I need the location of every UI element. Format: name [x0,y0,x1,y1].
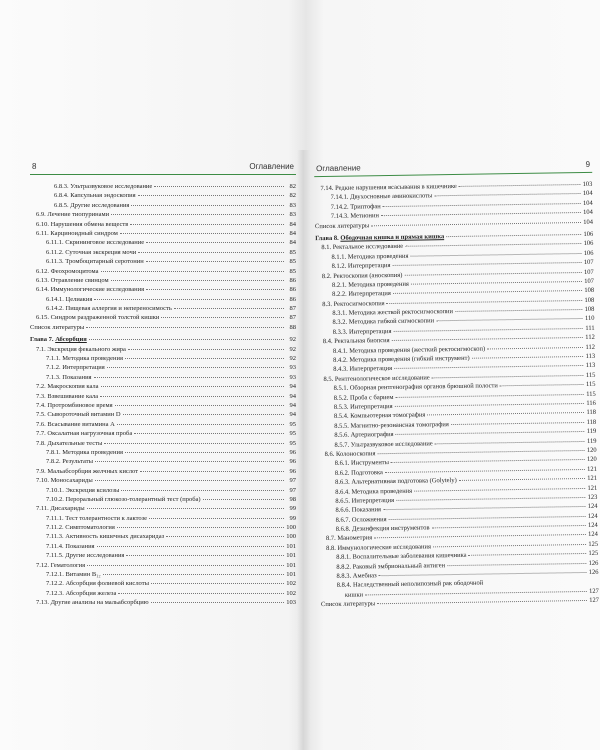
left-running-head [30,160,296,174]
dot-leader [94,372,284,378]
toc-entry-title: 7.11.3. Активность кишечных дисахаридаз [46,533,165,541]
toc-page-number: 116 [586,399,596,407]
toc-entry-title: 7.8. Дыхательные тесты [36,439,103,447]
toc-entry-title: 7.9. Мальабсорбция желчных кислот [36,467,139,475]
toc-page-number: 85 [289,267,296,275]
toc-page-number: 106 [583,249,594,257]
toc-page-number: 86 [289,286,296,294]
right-running-title: Оглавление [316,163,361,174]
dot-leader [447,558,586,566]
toc-page-number: 96 [289,458,296,466]
dot-leader [436,313,583,321]
dot-leader [151,578,284,584]
toc-page-number: 121 [587,465,597,473]
toc-page-number: 95 [289,420,296,428]
toc-entry-title: 7.11.5. Другие исследования [46,552,125,560]
dot-leader [161,312,284,318]
toc-entry-title: 7.14. Редкие нарушения всасывания в кишечнике [320,182,457,193]
toc-page-number: 104 [582,199,593,207]
toc-entry-title: 7.8.1. Методика проведения [46,448,123,456]
header-rule [30,174,296,175]
toc-entry-title: 7.2. Макроскопия кала [36,383,99,391]
dot-leader [126,550,284,556]
toc-entry-title: 7.12.1. Витамин B₁₂ [46,571,101,579]
toc-chapter-title [30,335,87,344]
toc-page-number: 101 [286,552,296,560]
toc-page-number: 115 [585,380,596,389]
toc-entry-title: 8.1. Ректальное исследование [321,243,404,252]
toc-page-number: 102 [286,589,296,597]
toc-page-number: 94 [289,411,296,419]
toc-entry-title: 7.7. Оксалатная нагрузочная проба [36,430,133,438]
toc-entry-title: 7.11.2. Симптоматология [46,524,115,532]
right-page [314,158,599,610]
toc-page-number: 104 [582,190,593,198]
toc-entry-title: 8.5.5. Магнитно-резонансная томография [334,420,449,430]
dot-leader [89,334,284,340]
dot-leader [455,304,582,312]
chapter-name: Ободочная кишка и прямая кишка [340,233,445,242]
dot-leader [125,353,284,359]
left-page-number: 8 [32,162,37,171]
dot-leader [203,494,284,500]
dot-leader [100,391,284,397]
toc-page-number: 101 [286,561,296,569]
toc-list-left [30,182,296,608]
dot-leader [151,597,284,603]
dot-leader [459,179,581,187]
right-running-head [314,158,592,176]
toc-entry-title: 6.8.4. Капсульная эндоскопия [54,192,136,200]
dot-leader [101,381,284,387]
toc-page-number: 99 [289,514,296,522]
toc-entry-title: 7.10. Моносахариды [36,477,93,485]
toc-page-number: 101 [286,571,296,579]
toc-entry-title: 7.11.1. Тест толерантности к лактозе [46,514,148,522]
dot-leader [103,569,284,575]
dot-leader [432,370,584,378]
toc-entry-title: 8.5.3. Интерпретация [333,402,393,411]
toc-entry-title: 7.6. Всасывание витамина A [36,420,115,428]
toc-entry-title: 8.4.1. Методика проведения (жесткий ректосигмоскоп) [332,345,486,355]
left-page [30,160,296,608]
toc-page-number: 126 [588,568,599,576]
toc-entry-title: 6.14.1. Целиакия [46,295,93,303]
toc-entry-title: 8.8.1. Воспалительные заболевания кишечника [336,552,467,562]
toc-entry-title: 8.8.2. Раковый эмбриональный антиген [336,561,446,571]
toc-entry-title: 7.4. Протромбиновое время [36,401,113,409]
toc-page-number: 99 [289,505,296,513]
toc-page-number: 124 [588,531,598,539]
toc-page-number: 82 [289,192,296,200]
toc-page-number: 119 [586,437,597,445]
toc-page-number: 83 [289,211,296,219]
toc-page-number: 123 [587,493,598,501]
toc-entry-title: 7.12.2. Абсорбция фолиевой кислоты [46,580,149,588]
toc-page-number: 124 [587,512,598,520]
toc-entry-title: 8.4.2. Методика проведения (гибкий инструмент) [333,354,470,364]
toc-page-number: 112 [585,334,595,342]
toc-page-number: 104 [583,218,594,226]
dot-leader [87,560,284,566]
toc-page-number: 110 [584,315,595,323]
dot-leader [411,276,582,285]
dot-leader [134,428,284,434]
dot-leader [87,503,284,509]
dot-leader [446,229,581,237]
dot-leader [459,473,585,481]
toc-page-number: 115 [585,371,596,379]
left-running-title: Оглавление [249,162,294,171]
toc-page-number: 103 [286,599,296,607]
toc-page-number: 108 [584,305,595,314]
toc-page-number: 121 [587,484,598,492]
toc-page-number: 126 [588,559,599,567]
toc-page-number: 87 [289,305,296,313]
toc-entry-title: 8.5.7. Ультразвуковое исследование [334,439,433,449]
toc-page-number: 92 [289,355,296,363]
toc-entry-title: 6.11. Карциноидный синдром [36,229,118,237]
toc-page-number: 97 [289,486,296,494]
toc-page-number: 115 [586,390,596,398]
toc-page-number: 107 [584,277,594,285]
toc-entry-title: 6.14.2. Пищевая аллергия и непереносимость [46,305,172,313]
dot-leader [174,303,284,309]
toc-entry-title: 8.5.4. Компьютерная томография [333,411,426,421]
toc-entry-title: 7.1.2. Интерпретация [46,364,105,372]
toc-page-number: 125 [588,540,599,548]
toc-page-number: 118 [586,409,597,417]
dot-leader [115,400,284,406]
toc-page-number: 86 [289,276,296,284]
toc-entry-title: 8.3.3. Интерпретация [332,327,392,336]
toc-entry-title: 8.8. Иммунологические исследования [326,543,431,552]
toc-page-number: 97 [289,477,296,485]
toc-entry-title: 8.6.5. Интерпретация [335,496,395,505]
toc-page-number: 119 [586,427,597,436]
toc-entry-title: 7.3. Взвешивание кала [36,392,99,400]
toc-entry-title: 8.3.1. Методика жесткой ректосигмоскопии [332,308,454,317]
dot-leader [121,485,284,491]
dot-leader [500,379,584,386]
toc-page-number: 83 [289,201,296,209]
dot-leader [431,520,585,528]
toc-page-number: 84 [289,239,296,247]
toc-entry-title: 7.11.4. Показания [46,542,95,550]
dot-leader [118,588,284,594]
toc-entry-title: 8.5.1. Обзорная рентгенография органов брюшной полости [333,382,498,393]
chapter-prefix: Глава 8. [315,234,341,243]
toc-entry-title: 8.5.2. Проба с барием [333,393,394,402]
book-gutter [297,150,311,750]
dot-leader [149,513,284,519]
toc-page-number: 124 [587,521,598,529]
toc-entry-title: 6.9. Лечение тиопуринами [36,211,110,219]
toc-entry-title: 8.7. Манометрия [325,534,373,543]
dot-leader [111,209,284,215]
toc-page-number: 101 [286,542,296,550]
toc-page-number: 93 [289,364,296,372]
dot-leader [95,456,284,462]
toc-entry-title: 6.15. Синдром раздраженной толстой кишки [36,314,160,322]
header-rule [314,172,592,178]
toc-list-right [314,180,599,610]
dot-leader [117,522,284,528]
dot-leader [130,219,284,225]
toc-entry-title: 8.6.7. Осложнения [335,515,387,524]
toc-entry-title: 6.11.3. Тромбоцитарный серотонин [46,258,144,266]
toc-entry-title: 8.3. Ректосигмоскопия [322,299,385,308]
dot-leader [125,447,284,453]
toc-page-number: 102 [286,580,296,588]
dot-leader [433,539,586,547]
dot-leader [104,438,284,444]
toc-entry-title: 7.1.3. Показания [46,373,92,381]
toc-entry-title: 8.6.4. Методика проведения [335,487,413,496]
toc-entry-title: 8.1.2. Интерпретация [331,262,391,271]
dot-leader [128,344,284,350]
toc-entry-title: 8.6.3. Альтернативная подготовка (Golytely) [334,477,457,487]
dot-leader [86,322,284,328]
toc-entry-title: 8.5. Рентгенологическое исследование [323,374,430,383]
dot-leader [146,237,284,243]
toc-entry-title: 7.13. Другие анализы на мальабсорбцию [36,599,149,607]
toc-entry-title: 8.6.6. Показания [335,506,382,515]
toc-page-number: 82 [289,183,296,190]
toc-page-number: 98 [289,495,296,503]
toc-entry-title: 7.1.1. Методика проведения [46,355,123,363]
toc-entry-title: 7.11. Дисахариды [36,505,85,513]
dot-leader [101,266,284,272]
toc-entry [30,598,296,607]
toc-page-number: 106 [583,240,594,248]
dot-leader [97,541,284,547]
toc-page-number: 121 [587,474,598,483]
toc-page-number: 107 [583,258,594,267]
dot-leader [140,466,284,472]
dot-leader [451,417,584,425]
toc-entry [30,323,296,332]
right-page-number: 9 [585,159,591,169]
toc-entry-title: 6.13. Отравление свинцом [36,276,109,284]
toc-page-number: 108 [584,287,595,295]
toc-page-number: 96 [289,467,296,475]
toc-page-number: 84 [289,220,296,228]
toc-page-number: 106 [583,230,594,238]
toc-page-number: 104 [583,208,593,217]
toc-page-number: 113 [585,352,596,360]
toc-page-number: 111 [585,324,595,332]
toc-entry-title: 6.11.1. Скрининговое исследование [46,239,145,247]
toc-page-number: 108 [584,296,595,304]
toc-page-number: 125 [588,550,599,558]
toc-entry-title: 7.5. Сывороточный витамин D [36,411,121,419]
toc-page-number: 84 [289,229,296,237]
dot-leader [95,475,284,481]
toc-page-number: 107 [583,268,594,276]
toc-entry-title: 6.14. Иммунологические исследования [36,286,145,294]
toc-entry-title: 8.6.8. Дезинфекция инструментов [335,524,430,533]
dot-leader [138,190,284,196]
toc-entry-title: 8.8.4. Наследственный неполипозный рак ободочной [336,579,484,590]
toc-page-number: 94 [289,392,296,400]
dot-leader [138,247,284,253]
dot-leader [154,181,284,187]
toc-page-number: 118 [586,418,597,426]
toc-entry-title: 8.6. Колоноскопия [324,450,376,458]
toc-entry-title: 6.8.5. Другие исследования [54,201,130,209]
toc-entry-title: кишки [344,591,364,599]
chapter-name: Абсорбция [55,336,87,344]
toc-page-number: 93 [289,373,296,381]
toc-entry-title: 8.2.2. Интерпретация [332,290,391,299]
toc-entry-title: 8.4.3. Интерпретация [333,365,393,374]
toc-page-number: 94 [289,401,296,409]
toc-page-number: 100 [286,524,296,532]
dot-leader [166,531,284,537]
dot-leader [146,284,284,290]
dot-leader [434,188,580,196]
dot-leader [468,548,586,556]
toc-page-number: 113 [585,362,596,370]
toc-entry-title: 7.10.1. Экскреция ксилозы [46,486,120,494]
toc-entry-title: Список литературы [314,221,370,230]
dot-leader [120,228,284,234]
dot-leader [117,419,284,425]
toc-page-number: 127 [589,596,599,605]
toc-page-number: 95 [289,439,296,447]
chapter-prefix: Глава 7. [30,336,56,344]
toc-entry-title: Список литературы [30,323,85,331]
toc-entry-title: 8.2. Ректоскопия (аноскопия) [321,271,403,280]
dot-leader [111,275,284,281]
toc-entry-title: 8.4. Ректальная биопсия [322,337,390,346]
toc-entry-title: 8.6.2. Подготовка [334,468,383,477]
toc-entry-title: 8.3.2. Методика гибкой сигмоскопии [332,317,435,327]
toc-entry-title: 6.12. Феохромоцитома [36,267,99,275]
toc-entry-title: 8.8.3. Амебиаз [336,572,377,580]
toc-page-number: 87 [289,314,296,322]
dot-leader [427,407,584,415]
toc-entry-title: 8.2.1. Методика проведения [331,280,409,289]
toc-entry-title: 8.5.6. Артериография [334,431,394,440]
toc-entry-title: 7.14.3. Метионин [330,212,380,221]
dot-leader [107,362,284,368]
toc-entry-title: 7.14.2. Триптофан [330,202,381,211]
toc-page-number: 85 [289,258,296,266]
toc-page-number: 103 [582,180,593,188]
toc-page-number: 92 [289,345,296,353]
toc-entry-title: 7.14.1. Двухосновные аминокислоты [330,192,433,202]
toc-entry-title: 7.8.2. Результаты [46,458,93,466]
toc-page-number: 120 [586,456,597,464]
dot-leader [146,256,284,262]
toc-page-number: 120 [586,446,597,454]
toc-page-number: 124 [587,503,598,511]
dot-leader [410,248,581,257]
toc-entry-title: 7.12. Гематология [36,561,86,569]
toc-page-number: 95 [289,430,296,438]
toc-page-number: 112 [585,343,596,351]
toc-entry-title: Список литературы [320,600,376,609]
toc-entry-title: 6.11.2. Суточная экскреция мочи [46,248,137,256]
toc-entry-title: 8.6.1. Инструменты [334,459,390,468]
dot-leader [94,294,284,300]
dot-leader [487,342,583,350]
toc-page-number: 127 [588,587,599,595]
toc-page-number: 85 [289,248,296,256]
toc-entry-title: 6.10. Нарушения обмена веществ [36,220,129,228]
dot-leader [472,351,584,359]
toc-entry-title: 7.10.2. Пероральный глюкозо-толерантный тест (проба) [46,495,201,503]
toc-entry-title: 7.1. Экскреция фекального жира [36,345,126,353]
toc-entry-title: 7.12.3. Абсорбция железа [46,589,117,597]
dot-leader [414,482,585,491]
toc-page-number: 92 [289,336,296,344]
toc-page-number: 86 [289,295,296,303]
toc-page-number: 94 [289,383,296,391]
toc-page-number: 100 [286,533,296,541]
dot-leader [435,436,585,444]
dot-leader [123,409,284,415]
toc-entry-title: 6.8.3. Ультразвуковое исследование [54,183,153,190]
dot-leader [131,200,284,206]
toc-page-number: 96 [289,448,296,456]
toc-entry-title: 8.1.1. Методика проведения [331,252,409,261]
toc-page-number: 88 [289,323,296,331]
